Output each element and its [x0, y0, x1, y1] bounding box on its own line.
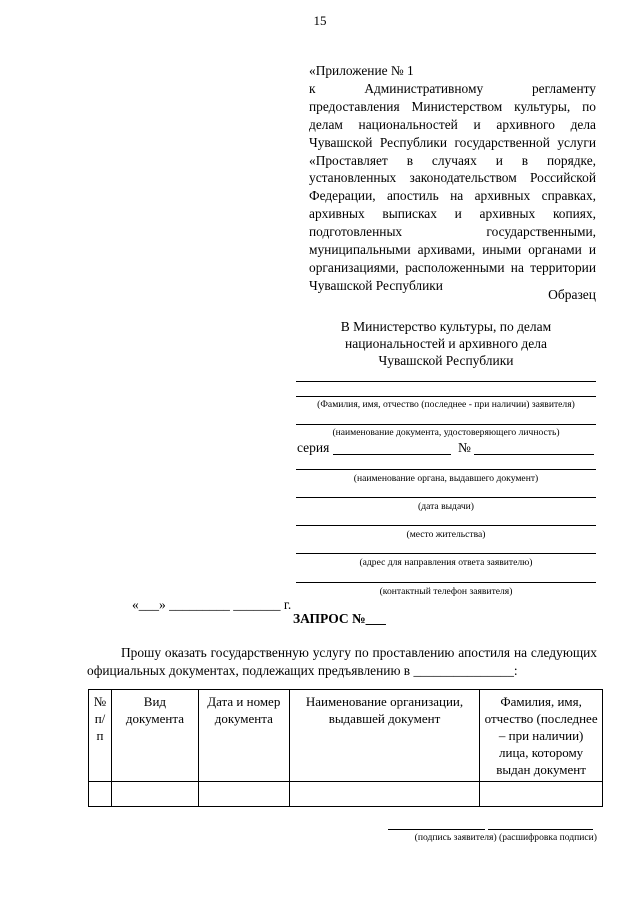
appendix-title: «Приложение № 1 — [309, 63, 414, 78]
id-document-line[interactable] — [296, 424, 596, 425]
table-cell[interactable] — [111, 782, 198, 807]
issue-date-line[interactable] — [296, 497, 596, 498]
table-header-row — [89, 690, 603, 782]
documents-table — [88, 689, 603, 807]
addressee-line-1: В Министерство культуры, по делам — [340, 319, 552, 334]
page-number: 15 — [313, 13, 327, 28]
table-row — [89, 782, 603, 807]
residence-caption: (место жительства) — [406, 529, 486, 540]
appendix-header — [309, 62, 596, 295]
signature-line[interactable] — [388, 829, 485, 830]
reply-address-line[interactable] — [296, 553, 596, 554]
series-field[interactable] — [333, 454, 451, 455]
column-header-issuing-org: Наименование организации, выдавшей документ — [289, 690, 480, 782]
request-text: Прошу оказать государственную услугу по проставлению апостиля на следующих официальных документах, подлежащих предъявлению в _______________: — [87, 645, 597, 678]
residence-line[interactable] — [296, 525, 596, 526]
blank-line — [296, 381, 596, 382]
signature-caption: (подпись заявителя) (расшифровка подписи) — [414, 832, 597, 843]
table-cell[interactable] — [480, 782, 603, 807]
number-label: № — [458, 440, 471, 455]
column-header-number: № п/п — [89, 690, 112, 782]
issuing-authority-line[interactable] — [296, 469, 596, 470]
phone-caption: (контактный телефон заявителя) — [379, 586, 513, 597]
table-cell[interactable] — [289, 782, 480, 807]
column-header-holder-name: Фамилия, имя, отчество (последнее – при наличии) лица, которому выдан документ — [480, 690, 603, 782]
applicant-name-caption: (Фамилия, имя, отчество (последнее - при наличии) заявителя) — [317, 399, 575, 410]
addressee — [296, 318, 596, 369]
request-date: «___» _________ _______ г. — [132, 597, 292, 612]
phone-line[interactable] — [296, 582, 596, 583]
addressee-line-3: Чувашской Республики — [378, 353, 514, 368]
signature-decoding-line[interactable] — [488, 829, 593, 830]
number-field[interactable] — [474, 454, 594, 455]
issuing-authority-caption: (наименование органа, выдавшего документ) — [353, 473, 539, 484]
id-document-caption: (наименование документа, удостоверяющего личность) — [332, 427, 560, 438]
request-title: ЗАПРОС №___ — [293, 611, 386, 626]
sample-label: Образец — [548, 287, 596, 302]
series-label: серия — [297, 440, 330, 455]
reply-address-caption: (адрес для направления ответа заявителю) — [359, 557, 533, 568]
issue-date-caption: (дата выдачи) — [418, 501, 474, 512]
column-header-doc-date-number: Дата и номер документа — [198, 690, 289, 782]
table-cell[interactable] — [89, 782, 112, 807]
table-cell[interactable] — [198, 782, 289, 807]
applicant-name-line[interactable] — [296, 396, 596, 397]
addressee-line-2: национальностей и архивного дела — [344, 336, 548, 351]
appendix-text: к Административному регламенту предоставления Министерством культуры, по делам национальностей и архивного дела Чувашской Республики государственной услуги «Проставляет в случаях и в порядке, установленных законодательством Российской Федерации, апостиль на архивных справках, архивных выписках и архивных копиях, подготовленных государственными, муниципальными архивами, иными органами и организациями, расположенными на территории Чувашской Республики — [309, 80, 596, 293]
column-header-doc-type: Вид документа — [111, 690, 198, 782]
